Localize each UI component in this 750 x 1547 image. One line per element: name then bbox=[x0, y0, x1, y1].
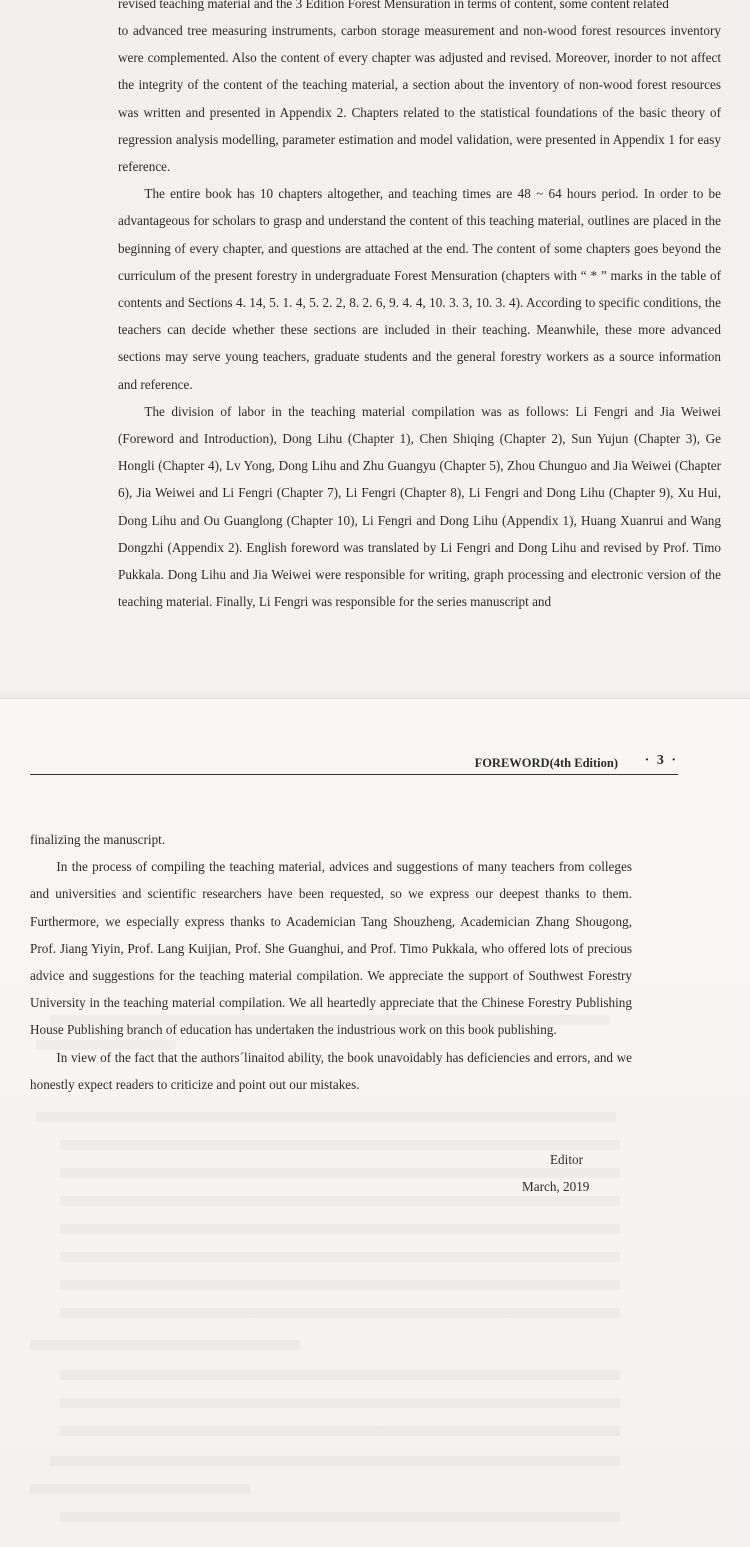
paragraph-finalizing: finalizing the manuscript. bbox=[30, 832, 166, 847]
page-number: · 3 · bbox=[644, 753, 678, 768]
signature-date: March, 2019 bbox=[522, 1179, 590, 1194]
top-page bbox=[0, 0, 750, 698]
running-header bbox=[30, 752, 678, 775]
paragraph-deficiencies: In view of the fact that the authors´linaitod ability, the book unavoidably has deficiencies and errors, and we honestly expect readers to criticize and point out our mistakes. bbox=[30, 1049, 632, 1092]
top-page-body bbox=[118, 0, 721, 615]
partial-cut-line: revised teaching material and the 3 Edition Forest Mensuration in terms of content, some content related bbox=[118, 0, 669, 11]
paragraph-revisions: to advanced tree measuring instruments, carbon storage measurement and non-wood forest resources inventory were complemented. Also the content of every chapter was adjusted and revised. Moreover, inorder to not affect the integrity of the content of the teaching material, a section about the inventory of non-wood forest resources was written and presented in Appendix 2. Chapters related to the statistical foundations of the basic theory of regression analysis modelling, parameter estimation and model validation, were presented in Appendix 1 for easy reference. bbox=[118, 23, 721, 175]
running-header-title: FOREWORD(4th Edition) bbox=[474, 756, 618, 770]
bottom-page-body bbox=[30, 826, 632, 1098]
paragraph-chapters-overview: The entire book has 10 chapters altogether, and teaching times are 48 ~ 64 hours period. In order to be advantageous for scholars to grasp and understand the content of this teaching material, outlines are placed in the beginning of every chapter, and questions are attached at the end. The content of some chapters goes beyond the curriculum of the present forestry in undergraduate Forest Mensuration (chapters with “ * ” marks in the table of contents and Sections 4. 14, 5. 1. 4, 5. 2. 2, 8. 2. 6, 9. 4. 4, 10. 3. 3, 10. 3. 4). According to specific conditions, the teachers can decide whether these sections are included in their teaching. Meanwhile, these more advanced sections may serve young teachers, graduate students and the general forestry workers as a source information and reference. bbox=[118, 186, 721, 392]
paragraph-division-of-labor: The division of labor in the teaching material compilation was as follows: Li Fengri and Jia Weiwei (Foreword and Introduction), Dong Lihu (Chapter 1), Chen Shiqing (Chapter 2), Sun Yujun (Chapter 3), Ge Hongli (Chapter 4), Lv Yong, Dong Lihu and Zhu Guangyu (Chapter 5), Zhou Chunguo and Jia Weiwei (Chapter 6), Jia Weiwei and Li Fengri (Chapter 7), Li Fengri (Chapter 8), Li Fengri and Dong Lihu (Chapter 9), Xu Hui, Dong Lihu and Ou Guanglong (Chapter 10), Li Fengri and Dong Lihu (Appendix 1), Huang Xuanrui and Wang Dongzhi (Appendix 2). English foreword was translated by Li Fengri and Dong Lihu and revised by Prof. Timo Pukkala. Dong Lihu and Jia Weiwei were responsible for writing, graph processing and electronic version of the teaching material. Finally, Li Fengri was responsible for the series manuscript and bbox=[118, 403, 721, 610]
paragraph-acknowledgements: In the process of compiling the teaching material, advices and suggestions of many teachers from colleges and universities and scientific researchers have been requested, so we express our deepest thanks to them. Furthermore, we especially express thanks to Academician Tang Shouzheng, Academician Zhang Shougong, Prof. Jiang Yiyin, Prof. Lang Kuijian, Prof. She Guanghui, and Prof. Timo Pukkala, who offered lots of precious advice and suggestions for the teaching material compilation. We appreciate the support of Southwest Forestry University in the teaching material compilation. We all heartedly appreciate that the Chinese Forestry Publishing House Publishing branch of education has undertaken the industrious work on this book publishing. bbox=[30, 859, 632, 1038]
signature-author: Editor bbox=[550, 1152, 583, 1167]
